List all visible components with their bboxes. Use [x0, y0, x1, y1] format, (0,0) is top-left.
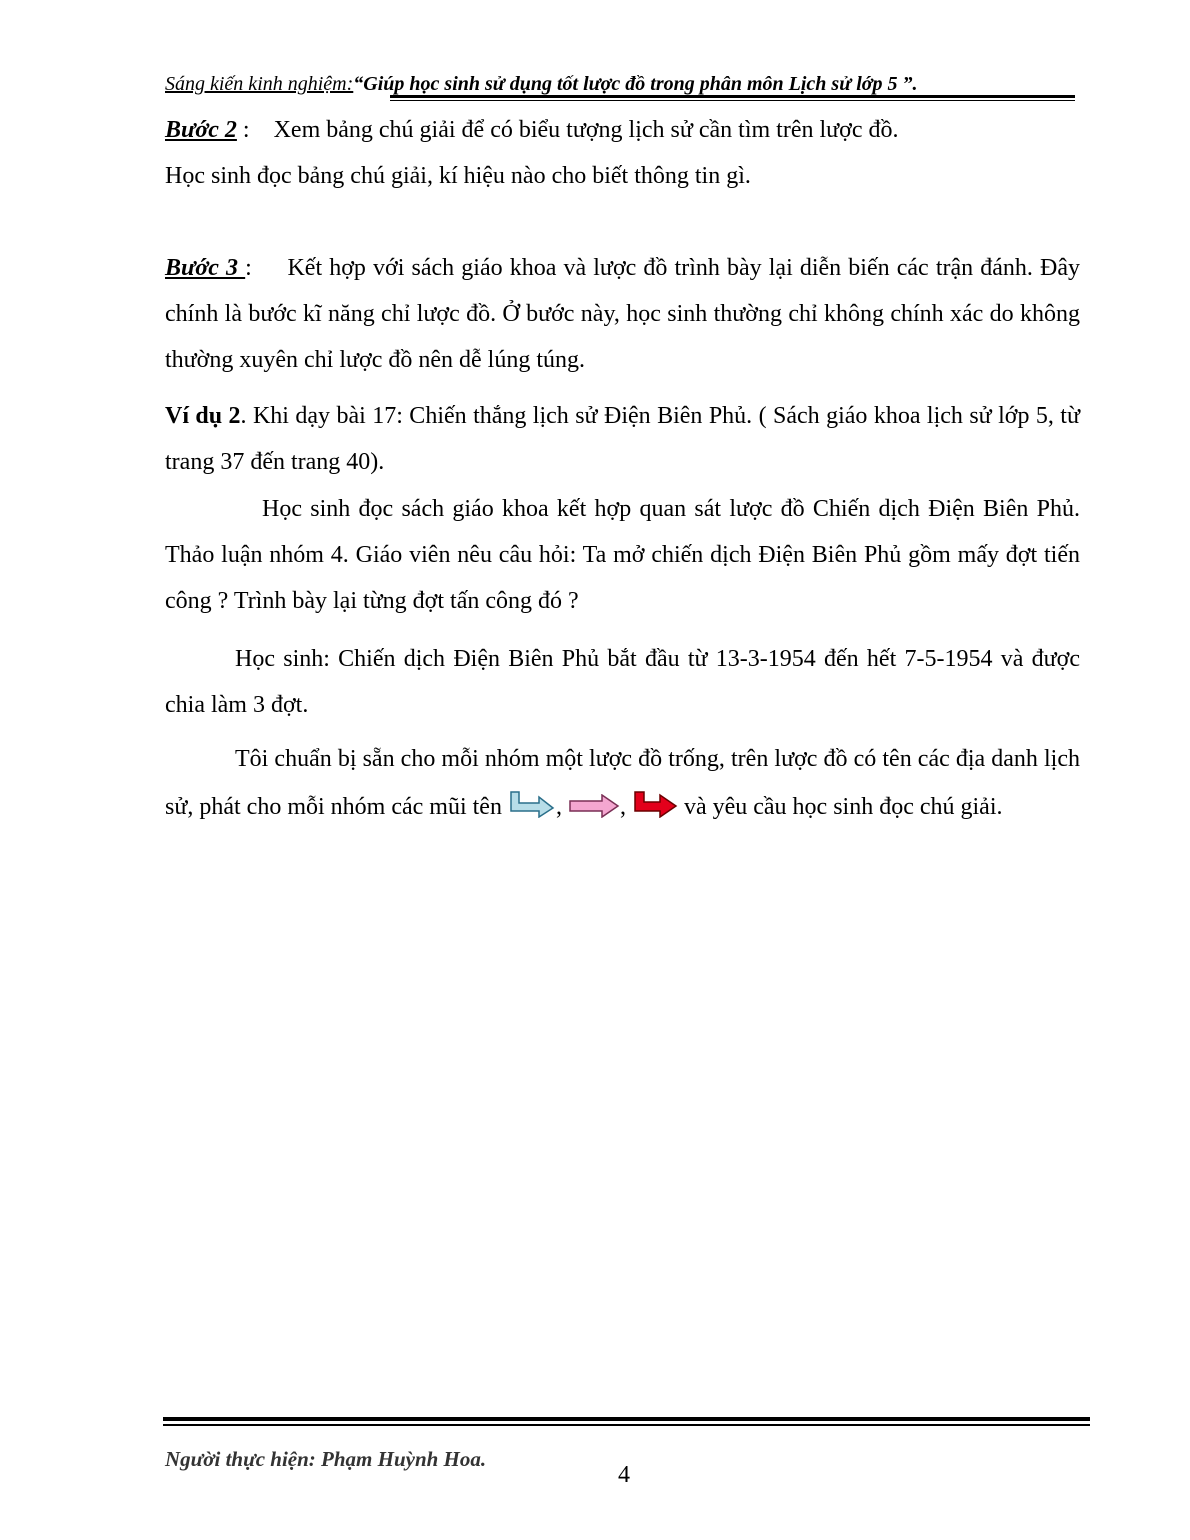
step2-label: Bước 2: [165, 117, 237, 143]
step3-label: Bước 3: [165, 255, 246, 281]
prep-comma-1: ,: [555, 794, 568, 820]
example2-label: Ví dụ 2: [165, 403, 241, 429]
header-prefix: Sáng kiến kinh nghiệm:: [165, 73, 354, 95]
footer-rule: [163, 1417, 1090, 1421]
prep-text-after: và yêu cầu học sinh đọc chú giải.: [677, 794, 1003, 820]
example2-paragraph: [165, 393, 1080, 485]
page-header: [165, 72, 1075, 96]
step2-line2: Học sinh đọc bảng chú giải, kí hiệu nào cho biết thông tin gì.: [165, 163, 751, 189]
blue-bent-arrow-icon: [508, 790, 556, 818]
prep-comma-2: ,: [619, 794, 632, 820]
footer-rule-thin: [163, 1424, 1090, 1426]
header-rule: [390, 95, 1075, 98]
step3-paragraph: [165, 245, 1080, 383]
step2-text: Xem bảng chú giải để có biểu tượng lịch sử cần tìm trên lược đồ.: [273, 117, 899, 143]
step2-sep: :: [236, 117, 274, 143]
example2-text: . Khi dạy bài 17: Chiến thắng lịch sử Điện Biên Phủ. ( Sách giáo khoa lịch sử lớp 5, từ trang 37 đến trang 40).: [165, 403, 1080, 475]
pink-straight-arrow-icon: [568, 794, 620, 818]
read-paragraph: Học sinh đọc sách giáo khoa kết hợp quan sát lược đồ Chiến dịch Điện Biên Phủ. Thảo luận nhóm 4. Giáo viên nêu câu hỏi: Ta mở chiến dịch Điện Biên Phủ gồm mấy đợt tiến công ? Trình bày lại từng đợt tấn công đó ?: [165, 496, 1080, 614]
page-number: 4: [618, 1462, 630, 1488]
step2-paragraph: [165, 107, 1080, 199]
header-rule-thin: [390, 100, 1075, 101]
footer-author: Người thực hiện: Phạm Huỳnh Hoa.: [165, 1447, 487, 1471]
prep-text-before: Tôi chuẩn bị sẵn cho mỗi nhóm một lược đồ trống, trên lược đồ có tên các địa danh lịch sử, phát cho mỗi nhóm các mũi tên: [165, 746, 1080, 820]
step3-sep: :: [245, 255, 288, 281]
answer-paragraph: Học sinh: Chiến dịch Điện Biên Phủ bắt đầu từ 13-3-1954 đến hết 7-5-1954 và được chia làm 3 đợt.: [165, 646, 1080, 718]
prep-paragraph: [165, 735, 1080, 831]
step3-text: Kết hợp với sách giáo khoa và lược đồ trình bày lại diễn biến các trận đánh. Đây chính là bước kĩ năng chỉ lược đồ. Ở bước này, học sinh thường chỉ không chính xác do không thường xuyên chỉ lược đồ nên dễ lúng túng.: [165, 255, 1081, 373]
red-curved-arrow-icon: [632, 790, 678, 818]
header-title: “Giúp học sinh sử dụng tốt lược đồ trong phân môn Lịch sử lớp 5 ”.: [353, 73, 918, 95]
